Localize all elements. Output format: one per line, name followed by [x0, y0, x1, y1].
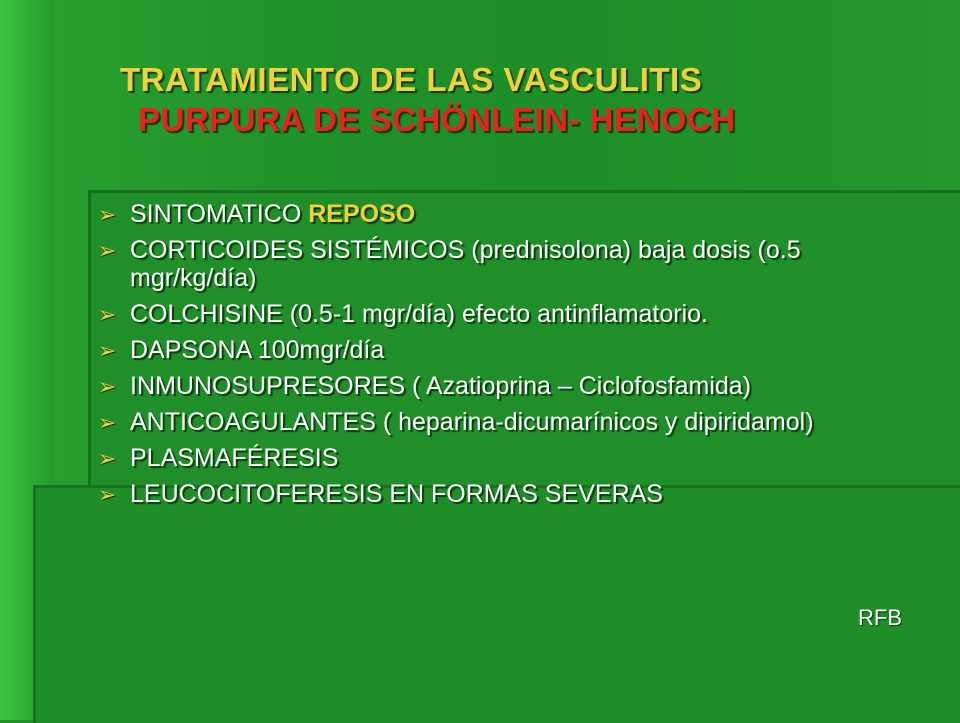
arrow-bullet-icon: ➢: [98, 446, 117, 471]
list-item-text: DAPSONA 100mgr/día: [130, 336, 385, 364]
arrow-bullet-icon: ➢: [98, 410, 117, 435]
list-item: [98, 480, 898, 508]
list-item: [98, 300, 898, 328]
list-item-text: INMUNOSUPRESORES ( Azatioprina – Ciclofosfamida): [130, 372, 752, 400]
list-item-text: LEUCOCITOFERESIS EN FORMAS SEVERAS: [130, 480, 663, 508]
list-item-text: PLASMAFÉRESIS: [130, 444, 339, 472]
list-item: [98, 200, 898, 228]
list-item-text: COLCHISINE (0.5-1 mgr/día) efecto antinflamatorio.: [130, 300, 709, 328]
arrow-bullet-icon: ➢: [98, 302, 117, 327]
list-item-text: CORTICOIDES SISTÉMICOS (prednisolona) baja dosis (o.5 mgr/kg/día): [130, 236, 801, 292]
arrow-bullet-icon: ➢: [98, 338, 117, 363]
list-item: [98, 372, 898, 400]
list-item: [98, 444, 898, 472]
list-item: [98, 236, 898, 292]
arrow-bullet-icon: ➢: [98, 202, 117, 227]
slide-title: [120, 60, 920, 140]
list-item-accent: REPOSO: [308, 200, 416, 228]
author-signature: RFB: [858, 605, 902, 630]
arrow-bullet-icon: ➢: [98, 482, 117, 507]
arrow-bullet-icon: ➢: [98, 374, 117, 399]
list-item-text: ANTICOAGULANTES ( heparina-dicumarínicos y dipiridamol): [130, 408, 814, 436]
list-item: [98, 336, 898, 364]
background-panel-lower: [33, 485, 960, 723]
title-line-1: TRATAMIENTO DE LAS VASCULITIS: [120, 61, 703, 98]
title-line-2: PURPURA DE SCHÖNLEIN- HENOCH: [138, 101, 736, 138]
list-item: [98, 408, 898, 436]
treatment-list: [98, 200, 898, 516]
list-item-text: SINTOMATICO: [130, 200, 309, 228]
arrow-bullet-icon: ➢: [98, 238, 117, 263]
